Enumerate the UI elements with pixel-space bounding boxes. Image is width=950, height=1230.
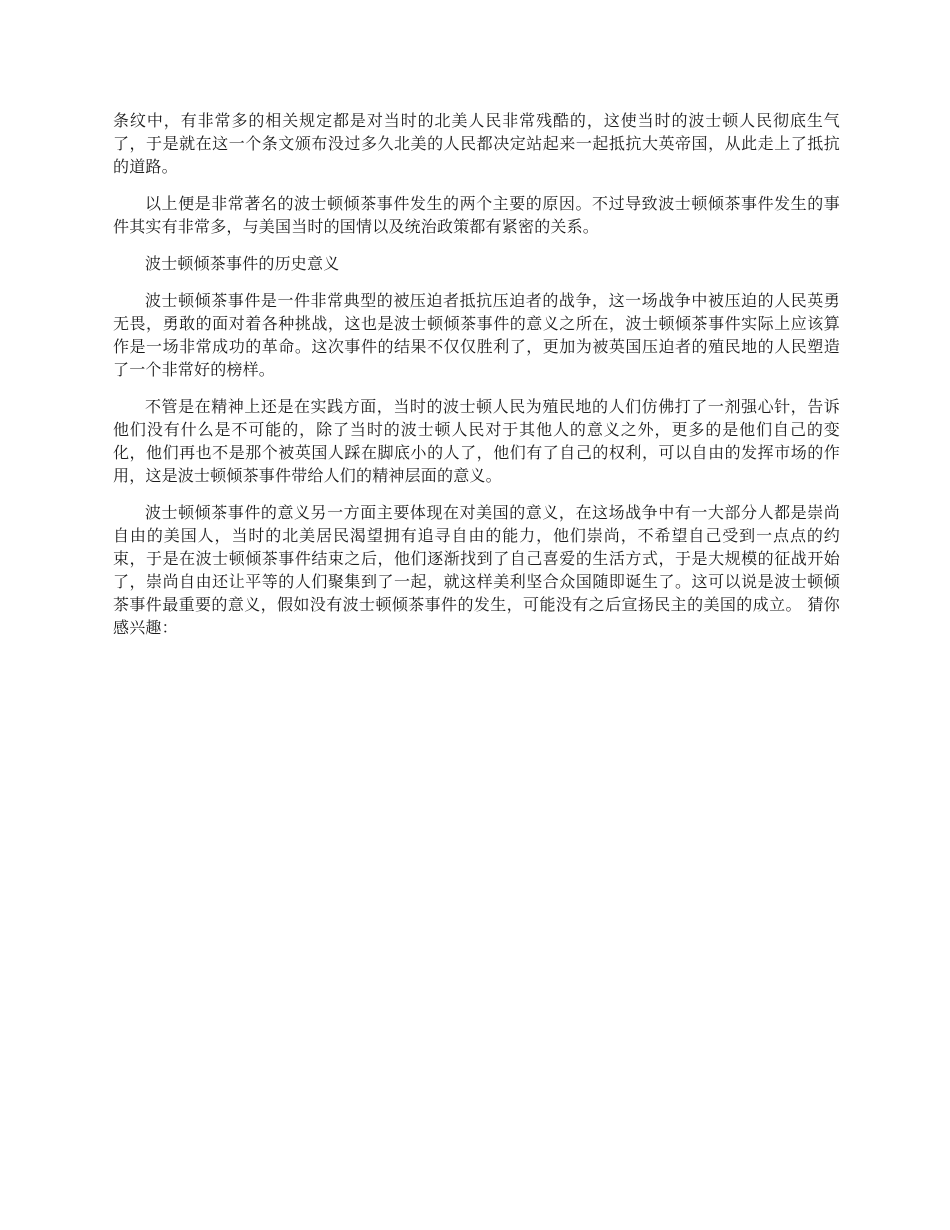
paragraph-significance-america: 波士顿倾茶事件的意义另一方面主要体现在对美国的意义，在这场战争中有一大部分人都是崇尚自由的美国人，当时的北美居民渴望拥有追寻自由的能力，他们崇尚，不希望自己受到一点点的约束，于是在波士顿倾茶事件结束之后，他们逐渐找到了自己喜爱的生活方式，于是大规模的征战开始了，崇尚自由还让平等的人们聚集到了一起，就这样美利坚合众国随即诞生了。这可以说是波士顿倾茶事件最重要的意义，假如没有波士顿倾茶事件的发生，可能没有之后宣扬民主的美国的成立。 猜你感兴趣： xyxy=(113,503,840,637)
paragraph-significance-revolution: 波士顿倾茶事件是一件非常典型的被压迫者抵抗压迫者的战争，这一场战争中被压迫的人民英勇无畏，勇敢的面对着各种挑战，这也是波士顿倾茶事件的意义之所在，波士顿倾茶事件实际上应该算作是一场非常成功的革命。这次事件的结果不仅仅胜利了，更加为被英国压迫者的殖民地的人民塑造了一个非常好的榜样。 xyxy=(113,291,840,379)
paragraph-causes-summary: 以上便是非常著名的波士顿倾茶事件发生的两个主要的原因。不过导致波士顿倾茶事件发生的事件其实有非常多，与美国当时的国情以及统治政策都有紧密的关系。 xyxy=(113,194,840,236)
document-page xyxy=(113,109,840,653)
section-heading-historical-significance: 波士顿倾茶事件的历史意义 xyxy=(145,254,340,273)
paragraph-continuation: 条纹中，有非常多的相关规定都是对当时的北美人民非常残酷的，这使当时的波士顿人民彻底生气了，于是就在这一个条文颁布没过多久北美的人民都决定站起来一起抵抗大英帝国，从此走上了抵抗的道路。 xyxy=(113,111,840,176)
paragraph-significance-spirit: 不管是在精神上还是在实践方面，当时的波士顿人民为殖民地的人们仿佛打了一剂强心针，告诉他们没有什么是不可能的，除了当时的波士顿人民对于其他人的意义之外，更多的是他们自己的变化，他们再也不是那个被英国人踩在脚底小的人了，他们有了自己的权利，可以自由的发挥市场的作用，这是波士顿倾茶事件带给人们的精神层面的意义。 xyxy=(113,397,840,485)
